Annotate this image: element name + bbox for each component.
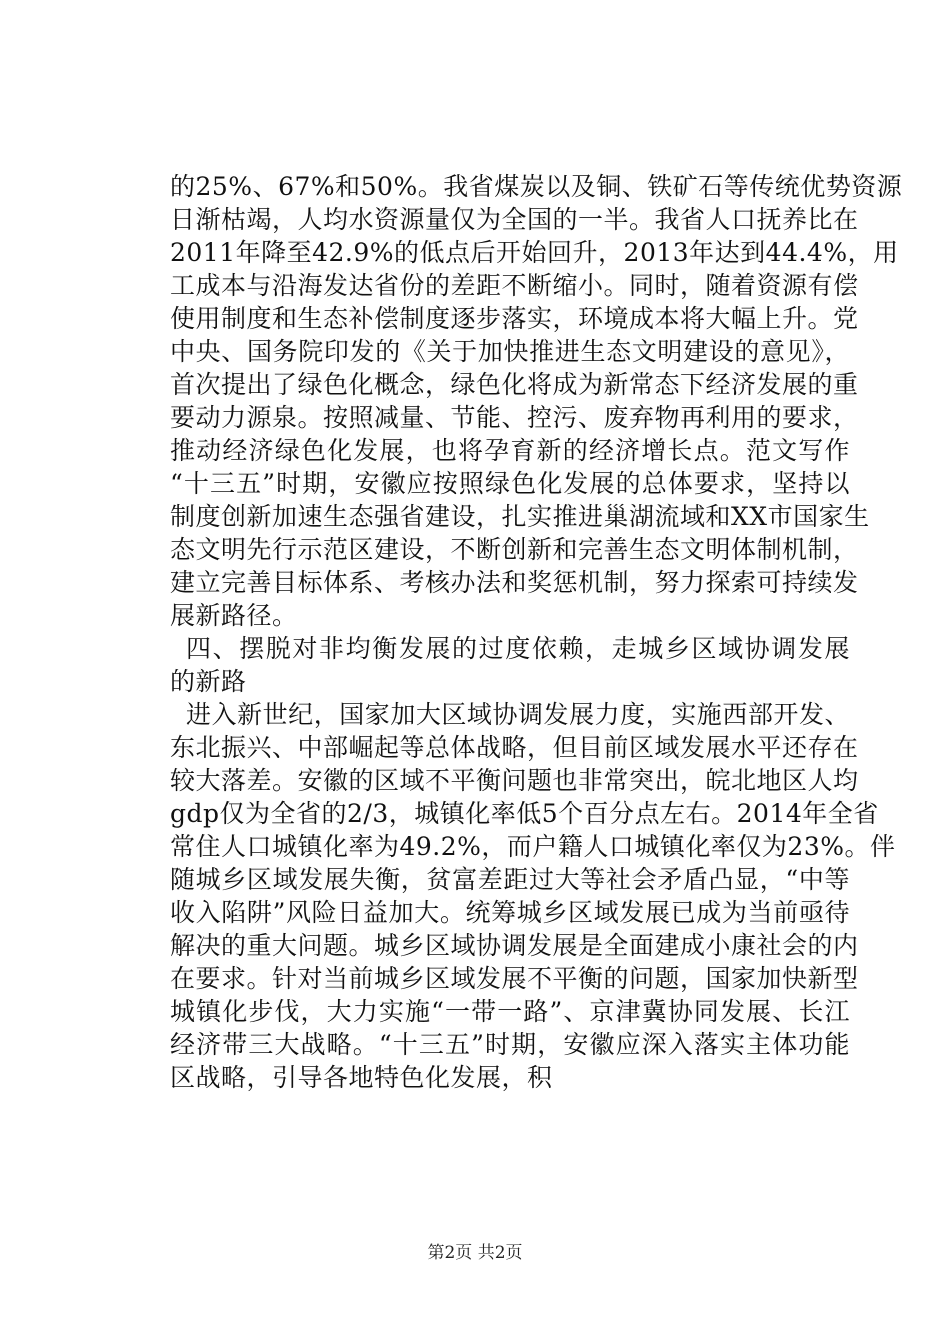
text-line: 进入新世纪，国家加大区域协调发展力度，实施西部开发、 — [186, 700, 850, 729]
text-line: 要动力源泉。按照减量、节能、控污、废弃物再利用的要求， — [170, 403, 859, 432]
text-line: 2011年降至42.9%的低点后开始回升，2013年达到44.4%，用 — [170, 238, 899, 267]
body-text — [170, 170, 903, 1094]
text-line: 较大落差。安徽的区域不平衡问题也非常突出，皖北地区人均 — [170, 766, 859, 795]
text-line: 使用制度和生态补偿制度逐步落实，环境成本将大幅上升。党 — [170, 304, 859, 333]
text-line: 东北振兴、中部崛起等总体战略，但目前区域发展水平还存在 — [170, 733, 859, 762]
text-line: 收入陷阱”风险日益加大。统筹城乡区域发展已成为当前亟待 — [170, 898, 850, 927]
text-line: 解决的重大问题。城乡区域协调发展是全面建成小康社会的内 — [170, 931, 859, 960]
text-line: 常住人口城镇化率为49.2%，而户籍人口城镇化率仅为23%。伴 — [170, 832, 896, 861]
section-heading: 四、摆脱对非均衡发展的过度依赖，走城乡区域协调发展 — [186, 634, 850, 663]
text-line: 首次提出了绿色化概念，绿色化将成为新常态下经济发展的重 — [170, 370, 859, 399]
text-line: 在要求。针对当前城乡区域发展不平衡的问题，国家加快新型 — [170, 964, 859, 993]
text-line: 经济带三大战略。“十三五”时期，安徽应深入落实主体功能 — [170, 1030, 850, 1059]
text-line: “十三五”时期，安徽应按照绿色化发展的总体要求，坚持以 — [170, 469, 850, 498]
text-line: 区战略，引导各地特色化发展，积 — [170, 1063, 553, 1092]
text-line: 日渐枯竭，人均水资源量仅为全国的一半。我省人口抚养比在 — [170, 205, 859, 234]
text-line: gdp仅为全省的2/3，城镇化率低5个百分点左右。2014年全省 — [170, 799, 879, 828]
text-line: 随城乡区域发展失衡，贫富差距过大等社会矛盾凸显，“中等 — [170, 865, 850, 894]
text-line: 中央、国务院印发的《关于加快推进生态文明建设的意见》， — [170, 337, 850, 366]
text-line: 制度创新加速生态强省建设，扎实推进巢湖流域和XX市国家生 — [170, 502, 870, 531]
text-line: 工成本与沿海发达省份的差距不断缩小。同时，随着资源有偿 — [170, 271, 859, 300]
text-line: 推动经济绿色化发展，也将孕育新的经济增长点。范文写作 — [170, 436, 850, 465]
page-footer: 第2页 共2页 — [427, 1243, 523, 1263]
text-line: 展新路径。 — [170, 601, 298, 630]
text-line: 建立完善目标体系、考核办法和奖惩机制，努力探索可持续发 — [170, 568, 859, 597]
section-heading-continued: 的新路 — [170, 667, 247, 696]
text-line: 城镇化步伐，大力实施“一带一路”、京津冀协同发展、长江 — [170, 997, 850, 1026]
text-line: 态文明先行示范区建设，不断创新和完善生态文明体制机制， — [170, 535, 859, 564]
text-line: 的25%、67%和50%。我省煤炭以及铜、铁矿石等传统优势资源 — [170, 172, 903, 201]
